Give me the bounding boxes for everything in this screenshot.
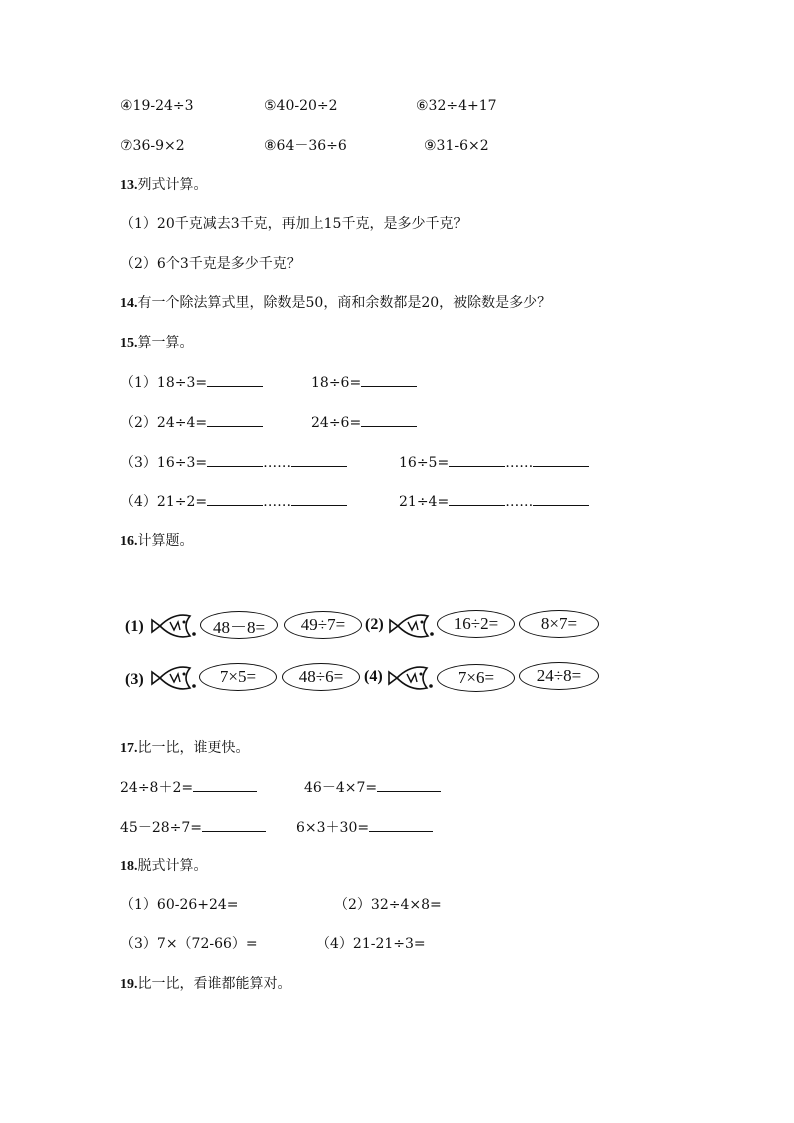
stepwise-item-3: （3）7×（72-66）= (120, 936, 258, 952)
calc-row-3a: （3）16÷3= …… (120, 454, 347, 471)
race-item-2: 46－4×7= (304, 779, 441, 796)
expr-5: ⑤40-20÷2 (264, 98, 338, 114)
quotient-blank[interactable] (207, 493, 263, 506)
expr-8: ⑧64－36÷6 (264, 138, 347, 154)
remainder-blank[interactable] (533, 493, 589, 506)
question-13-item-2: （2）6个3千克是多少千克？ (120, 256, 301, 272)
answer-blank[interactable] (377, 779, 441, 792)
expr-7: ⑦36-9×2 (120, 138, 185, 154)
quotient-blank[interactable] (207, 454, 263, 467)
calc-row-4a: （4）21÷2= …… (120, 493, 347, 510)
calc-oval: 48÷6= (282, 663, 360, 691)
expr-9: ⑨31-6×2 (424, 138, 489, 154)
calc-oval: 24÷8= (519, 662, 599, 690)
fish-icon (387, 662, 435, 694)
group-label-1: (1) (125, 618, 144, 635)
fish-icon (388, 610, 436, 642)
question-13-heading: 13.列式计算。 (120, 177, 208, 193)
stepwise-item-1: （1）60-26+24= (120, 897, 239, 913)
question-17-heading: 17.比一比，谁更快。 (120, 740, 250, 756)
question-18-heading: 18.脱式计算。 (120, 858, 208, 874)
calc-row-2a: （2）24÷4= (120, 414, 263, 431)
fish-icon (150, 662, 198, 694)
expr-4: ④19-24÷3 (120, 98, 194, 114)
calc-oval: 48－8= (200, 611, 278, 639)
fish-icon (150, 610, 198, 642)
calc-row-3b: 16÷5= …… (399, 454, 589, 471)
question-15-heading: 15.算一算。 (120, 335, 194, 351)
expr-6: ⑥32÷4+17 (416, 98, 497, 114)
calc-oval: 8×7= (519, 610, 599, 638)
remainder-blank[interactable] (291, 493, 347, 506)
race-item-1: 24÷8＋2= (120, 779, 257, 796)
quotient-blank[interactable] (449, 493, 505, 506)
calc-row-4b: 21÷4= …… (399, 493, 589, 510)
calc-oval: 16÷2= (437, 610, 515, 638)
group-label-4: (4) (364, 668, 383, 685)
calc-row-2b: 24÷6= (311, 414, 417, 431)
question-13-item-1: （1）20千克减去3千克，再加上15千克，是多少千克？ (120, 216, 468, 232)
race-item-4: 6×3＋30= (296, 819, 433, 836)
answer-blank[interactable] (369, 819, 433, 832)
calc-oval: 49÷7= (284, 611, 362, 639)
question-19-heading: 19.比一比，看谁都能算对。 (120, 976, 292, 992)
answer-blank[interactable] (193, 779, 257, 792)
answer-blank[interactable] (207, 414, 263, 427)
question-16-heading: 16.计算题。 (120, 533, 194, 549)
answer-blank[interactable] (361, 414, 417, 427)
quotient-blank[interactable] (449, 454, 505, 467)
stepwise-item-4: （4）21-21÷3= (316, 936, 426, 952)
calc-row-1b: 18÷6= (311, 374, 417, 391)
group-label-2: (2) (365, 616, 384, 633)
group-label-3: (3) (125, 671, 144, 688)
stepwise-item-2: （2）32÷4×8= (334, 897, 442, 913)
question-14: 14.有一个除法算式里，除数是50，商和余数都是20，被除数是多少？ (120, 295, 552, 311)
calc-oval: 7×5= (199, 663, 277, 691)
race-item-3: 45－28÷7= (120, 819, 266, 836)
calc-row-1a: （1）18÷3= (120, 374, 263, 391)
calc-oval: 7×6= (437, 664, 515, 692)
remainder-blank[interactable] (291, 454, 347, 467)
remainder-blank[interactable] (533, 454, 589, 467)
answer-blank[interactable] (202, 819, 266, 832)
answer-blank[interactable] (361, 374, 417, 387)
answer-blank[interactable] (207, 374, 263, 387)
